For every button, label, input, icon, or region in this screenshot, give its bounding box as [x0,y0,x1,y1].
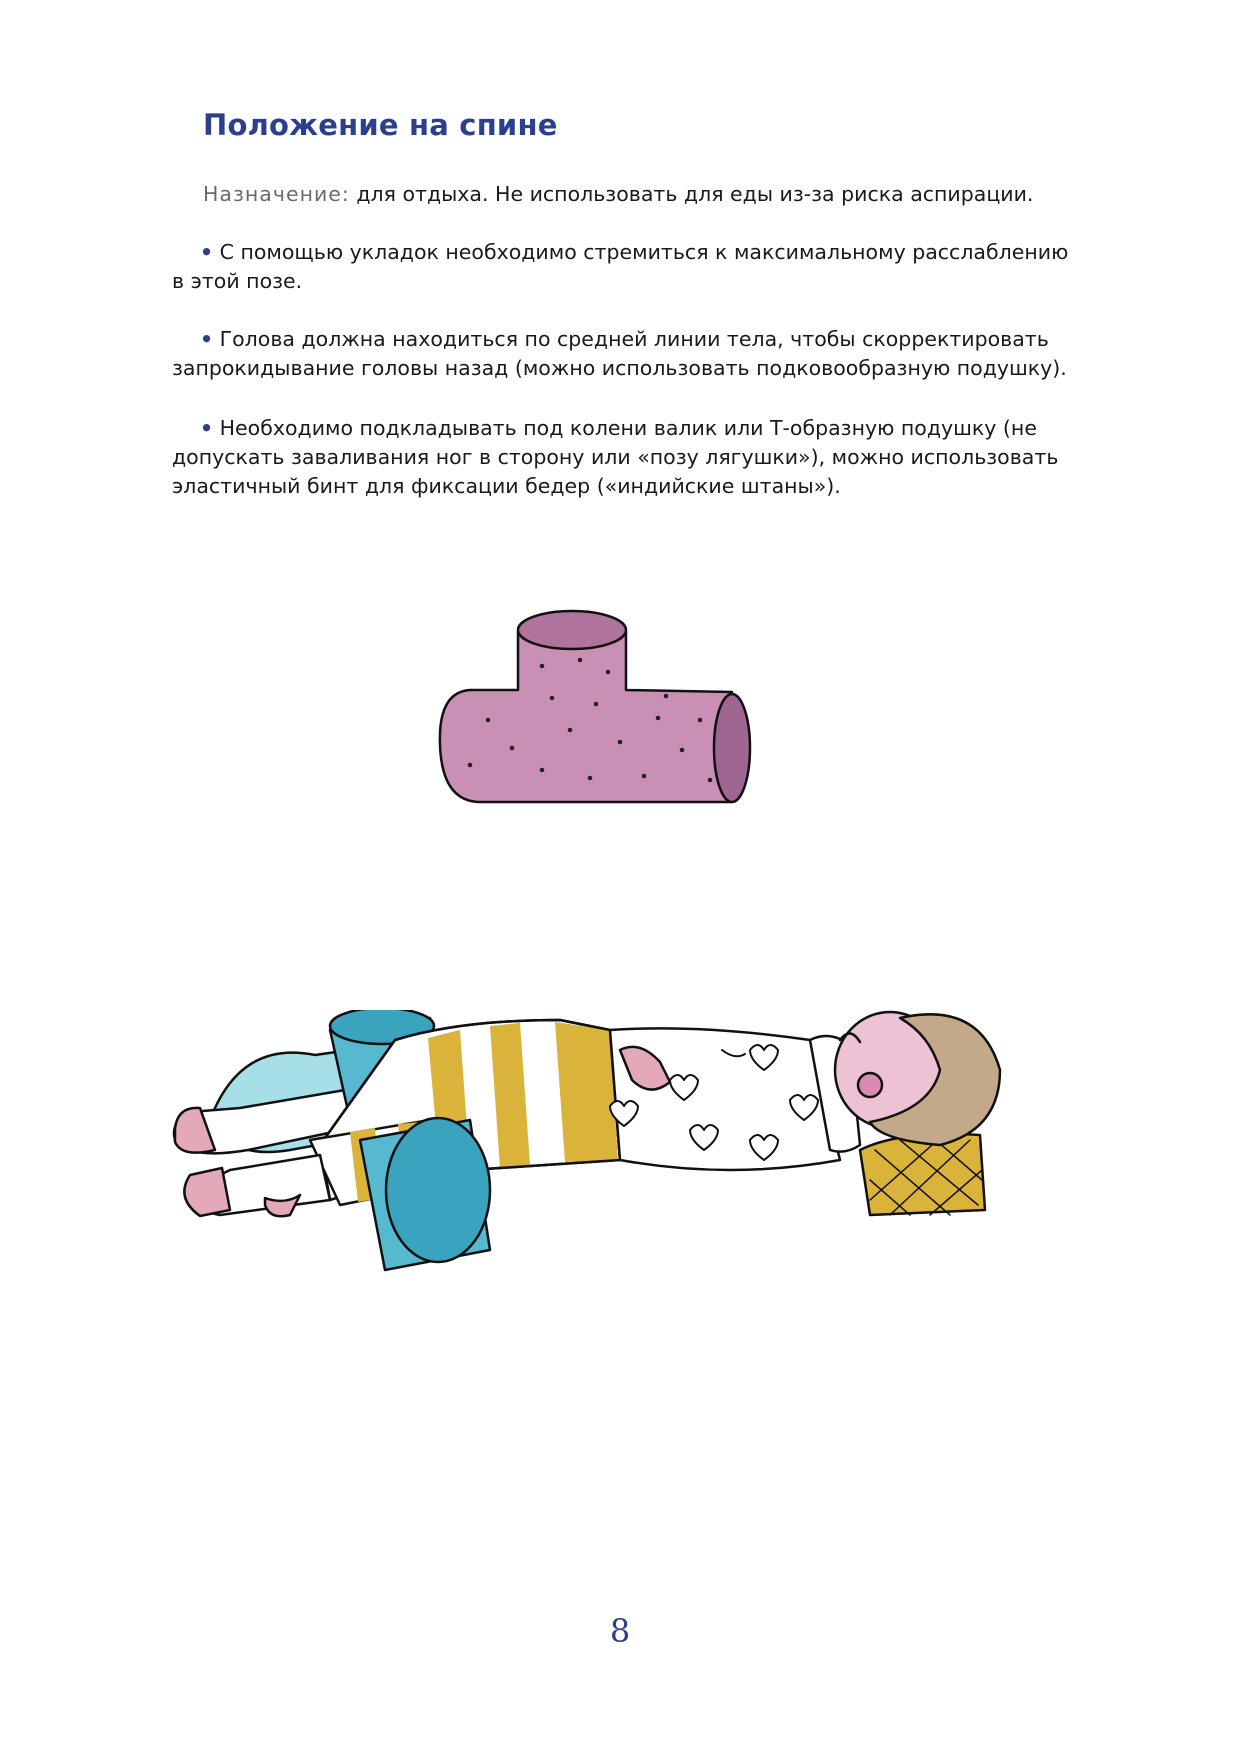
bullet-1-line1: С помощью укладок необходимо стремиться к максимальному расслаблению [219,240,1069,264]
bullet-3-rest: допускать заваливания ног в сторону или «позу лягушки»), можно использовать эластичный бинт для фиксации бедер («индийские штаны»). [172,445,1059,498]
bullet-2-line1: Голова должна находиться по средней линии тела, чтобы скорректировать [219,327,1049,351]
purpose-paragraph [203,180,1123,209]
bullet-icon: • [200,416,214,440]
bullet-item-1 [172,238,1092,296]
bullet-icon: • [200,327,214,351]
bullet-1-rest: в этой позе. [172,269,303,293]
bullet-2-rest: запрокидывание головы назад (можно использовать подковообразную подушку). [172,356,1067,380]
bullet-icon: • [200,240,214,264]
bullet-item-2 [172,325,1092,383]
child-supine-illustration [170,1010,1120,1350]
page-heading: Положение на спине [203,108,558,142]
purpose-text: для отдыха. Не использовать для еды из-за риска аспирации. [349,182,1034,206]
bullet-3-line1: Необходимо подкладывать под колени валик или Т-образную подушку (не [219,416,1037,440]
page-number: 8 [609,1612,631,1650]
t-pillow-illustration [430,580,770,830]
bullet-item-3 [172,414,1092,501]
purpose-label: Назначение: [203,182,350,206]
